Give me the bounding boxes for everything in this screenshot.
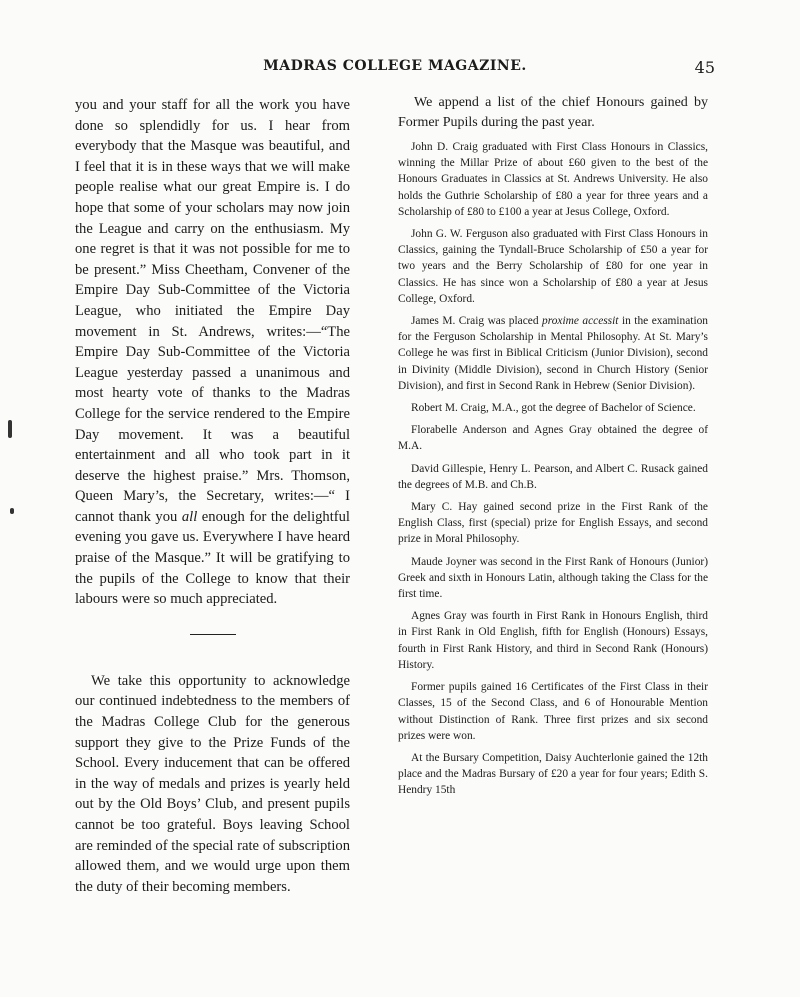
honours-item	[398, 313, 708, 394]
emphasis-text: proxime accessit	[542, 315, 619, 328]
honours-item: Former pupils gained 16 Certificates of the First Class in their Classes, 15 of the Second Class, and 6 of Honourable Mention without Distinction of Rank. Three first prizes and six second prizes were won.	[398, 681, 708, 742]
emphasis-text: all	[181, 508, 198, 525]
honours-item: David Gillespie, Henry L. Pearson, and Albert C. Rusack gained the degrees of M.B. and Ch.B.	[398, 462, 708, 491]
honours-item: At the Bursary Competition, Daisy Auchterlonie gained the 12th place and the Madras Bursary of £20 a year for four years; Edith S. Hendry 15th	[398, 751, 708, 797]
honours-item: John G. W. Ferguson also graduated with First Class Honours in Classics, gaining the Tyndall-Bruce Scholarship of £50 a year for two years and the Berry Scholarship of £80 for one year in Classics. He has since won a Scholarship of £80 a year at Jesus College, Oxford.	[398, 228, 708, 305]
page-header	[75, 58, 715, 82]
letter-text-end: enough for the delightful evening you gave us. Everywhere I have heard praise of the Masque.” It will be gratifying to the pupils of the College to know that their labours were so much appreciated.	[75, 508, 350, 608]
magazine-title: MADRAS COLLEGE MAGAZINE.	[263, 58, 527, 74]
right-column	[398, 93, 708, 805]
honours-item: Agnes Gray was fourth in First Rank in Honours English, third in First Rank in Old English, fifth for English (Honours) Essays, fourth in First Rank History, and third in Second Rank (Honours) History.	[398, 610, 708, 671]
left-column	[75, 95, 350, 897]
honours-item: Maude Joyner was second in the First Rank of Honours (Junior) Greek and sixth in Honours Latin, although taking the Class for the first time.	[398, 555, 708, 601]
margin-mark	[8, 420, 12, 438]
letter-paragraph	[75, 95, 350, 610]
honours-item: Robert M. Craig, M.A., got the degree of Bachelor of Science.	[411, 402, 696, 415]
club-paragraph: We take this opportunity to acknowledge our continued indebtedness to the members of the Madras College Club for the generous support they give to the Prize Funds of the School. Every inducement that can be offered in the way of medals and prizes is yearly held out by the Old Boys’ Club, and present pupils cannot be too grateful. Boys leaving School are reminded of the special rate of subscription allowed them, and we would urge upon them the duty of their becoming members.	[75, 672, 350, 895]
honours-item: Florabelle Anderson and Agnes Gray obtained the degree of M.A.	[398, 424, 708, 453]
honours-item-text-end: in the examination for the Ferguson Scholarship in Mental Philosophy. At St. Mary’s College he was first in Biblical Criticism (Junior Division), second in Divinity (Middle Division), second in Church History (Senior Division), and first in Second Rank in Hebrew (Senior Division).	[398, 315, 708, 392]
honours-item: John D. Craig graduated with First Class Honours in Classics, winning the Millar Prize of about £60 given to the best of the Honours Graduates in Classics at St. Andrews University. He also holds the Guthrie Scholarship of £80 a year for three years and a Scholarship of £80 to £100 a year at Jesus College, Oxford.	[398, 141, 708, 218]
honours-item-text: James M. Craig was placed	[411, 315, 542, 328]
honours-item: Mary C. Hay gained second prize in the First Rank of the English Class, first (special) prize for English Essays, and second prize in Moral Philosophy.	[398, 501, 708, 546]
page-number: 45	[694, 58, 715, 77]
section-divider	[190, 634, 236, 635]
honours-intro: We append a list of the chief Honours gained by Former Pupils during the past year.	[398, 95, 708, 130]
margin-mark	[10, 508, 14, 514]
letter-text: you and your staff for all the work you have done so splendidly for us. I hear from everybody that the Masque was beautiful, and I feel that it is in these ways that we will make people realise what our great Empire is. I do hope that some of your scholars may now join the League and carry on the enthusiasm. My one regret is that it was not possible for me to be present.” Miss Cheetham, Convener of the Empire Day Sub-Committee of the Victoria League, who initiated the Empire Day movement in St. Andrews, writes:—“The Empire Day Sub-Committee of the Victoria League yesterday passed a unanimous and most hearty vote of thanks to the Madras College for the service rendered to the Empire Day movement. It was a beautiful entertainment and all who took part in it deserve the highest praise.” Mrs. Thomson, Queen Mary’s, the Secretary, writes:—“ I cannot thank you	[75, 97, 350, 525]
